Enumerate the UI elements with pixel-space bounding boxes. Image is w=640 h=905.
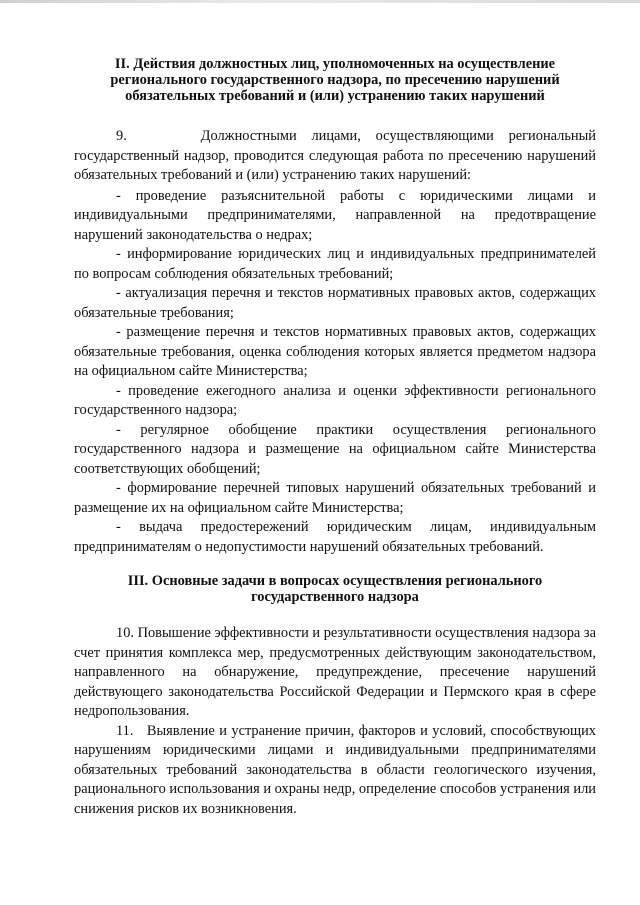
document-page (74, 56, 596, 819)
paragraph-11: 11. Выявление и устранение причин, факторов и условий, способствующих нарушениям юридическими лицами и индивидуальными предпринимателями обязательных требований законодательства в области геологического изучения, рационального использования и охраны недр, определение способов устранения или снижения рисков их возникновения. (74, 722, 596, 817)
list-item: - выдача предостережений юридическим лицам, индивидуальным предпринимателям о недопустимости нарушений обязательных требований. (74, 519, 596, 555)
list-item: - проведение разъяснительной работы с юридическими лицами и индивидуальными предпринимателями, направленной на предотвращение нарушений законодательства о недрах; (74, 187, 596, 243)
paragraph-10: 10. Повышение эффективности и результативности осуществления надзора за счет принятия комплекса мер, предусмотренных действующим законодательством, направленного на обнаружение, предупреждение, пресечение нарушений действующего законодательства Российской Федерации и Пермского края в сфере недропользования. (74, 625, 596, 719)
section-3-heading: III. Основные задачи в вопросах осуществления регионального государственного надзора (127, 573, 543, 605)
paragraph-9: 9. Должностными лицами, осуществляющими региональный государственный надзор, проводится следующая работа по пресечению нарушений обязательных требований и (или) устранению таких нарушений: (74, 128, 596, 183)
list-item: - регулярное обобщение практики осуществления регионального государственного надзора и размещение на официальном сайте Министерства соответствующих обобщений; (74, 421, 596, 477)
list-item: - размещение перечня и текстов нормативных правовых актов, содержащих обязательные требования, оценка соблюдения которых является предметом надзора на официальном сайте Министерства; (74, 324, 596, 379)
list-item: - проведение ежегодного анализа и оценки эффективности регионального государственного надзора; (74, 382, 596, 418)
list-item: - информирование юридических лиц и индивидуальных предпринимателей по вопросам соблюдения обязательных требований; (74, 246, 596, 282)
scan-edge (0, 0, 640, 3)
list-item: - актуализация перечня и текстов нормативных правовых актов, содержащих обязательные требования; (74, 285, 596, 321)
section-2-heading: II. Действия должностных лиц, уполномоченных на осуществление регионального государственного надзора, по пресечению нарушений обязательных требований и (или) устранению таких нарушений (110, 56, 560, 104)
list-item: - формирование перечней типовых нарушений обязательных требований и размещение их на официальном сайте Министерства; (74, 480, 596, 516)
